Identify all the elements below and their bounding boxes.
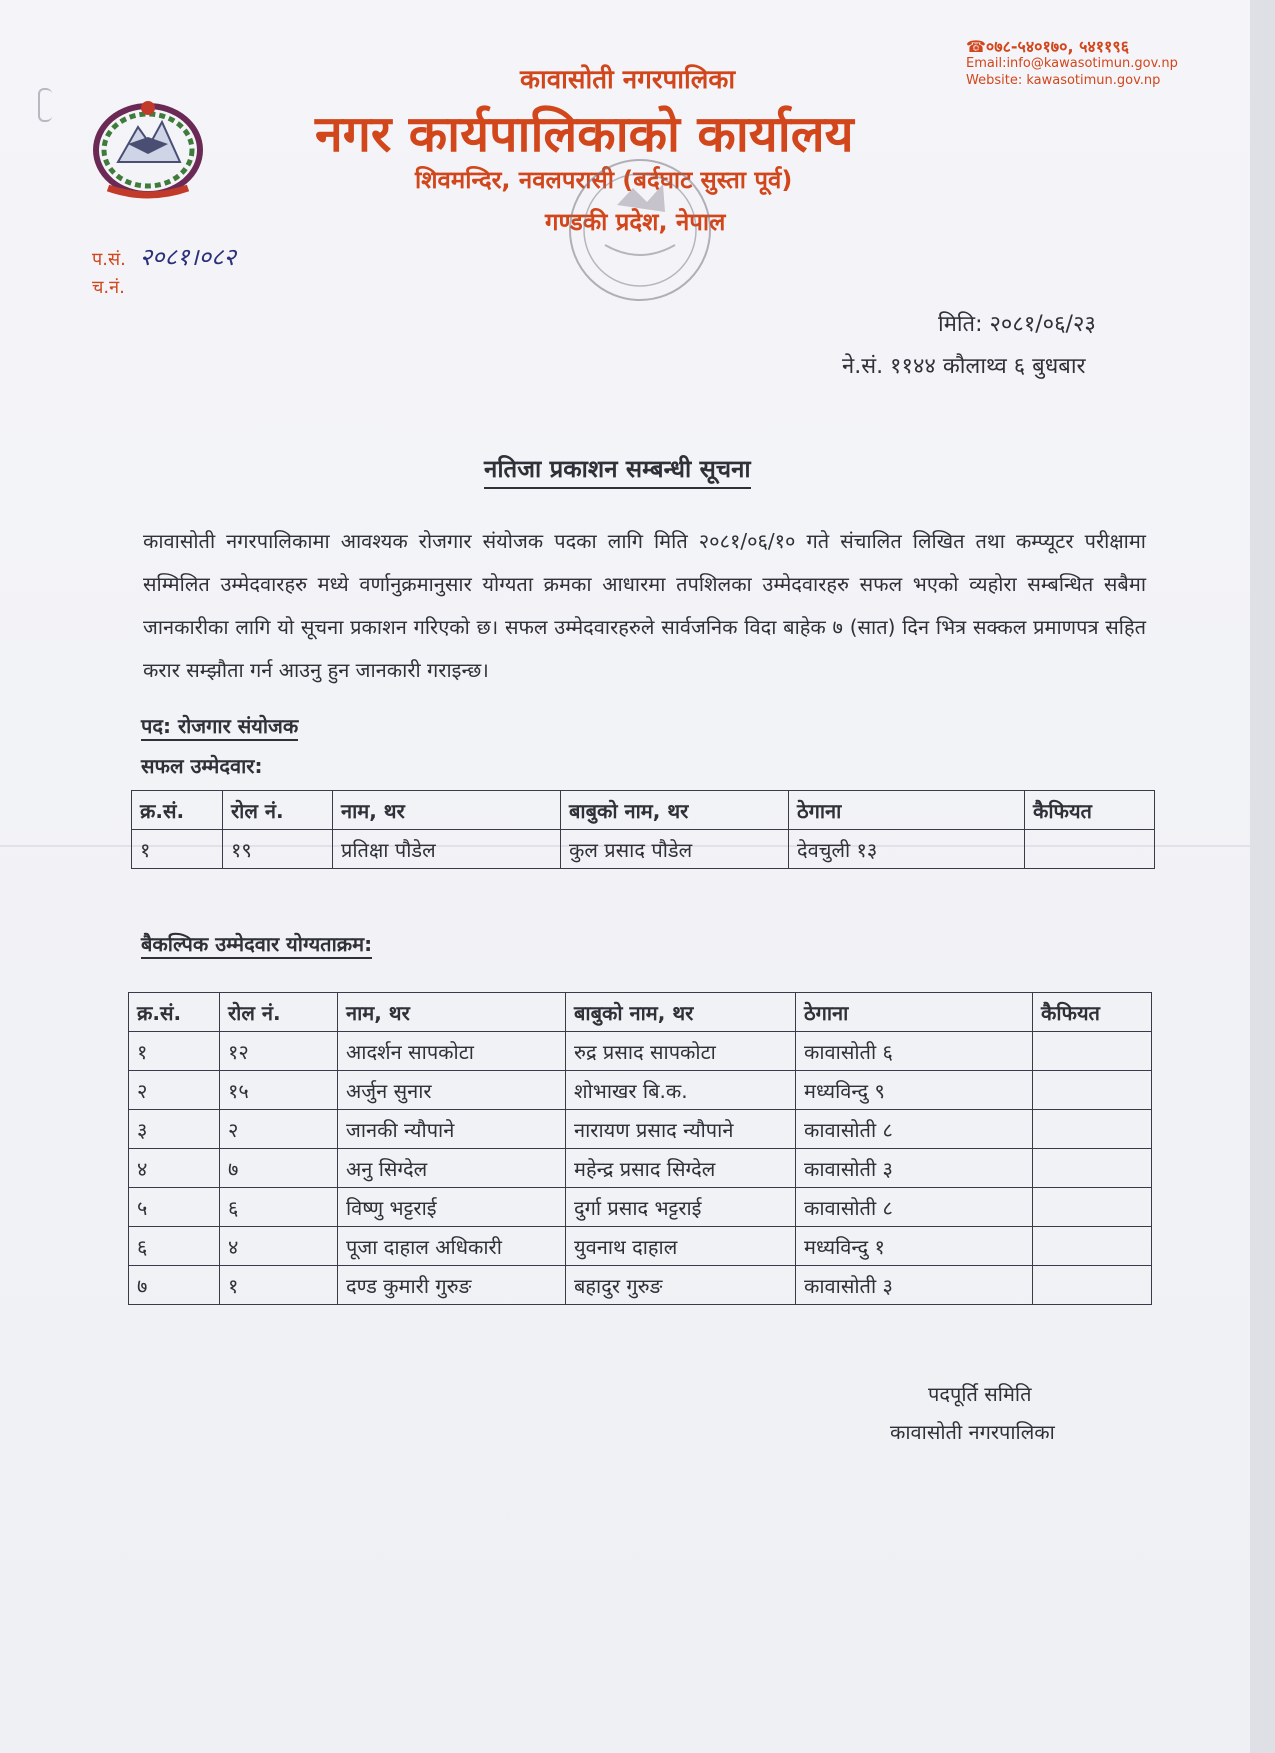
letterhead-province: गण्डकी प्रदेश, नेपाल — [545, 208, 726, 236]
table-cell: ४ — [220, 1227, 338, 1266]
table-cell: ४ — [129, 1149, 220, 1188]
letterhead-office-title: नगर कार्यपालिकाको कार्यालय — [315, 105, 854, 163]
table-row — [129, 1266, 1152, 1305]
table-cell: १ — [129, 1032, 220, 1071]
table-cell: विष्णु भट्टराई — [338, 1188, 566, 1227]
table-cell — [1025, 830, 1155, 869]
post-label: पद: रोजगार संयोजक — [141, 712, 298, 741]
reference-ps-label: प.सं. — [92, 249, 126, 270]
table-row — [129, 1032, 1152, 1071]
notice-title: नतिजा प्रकाशन सम्बन्धी सूचना — [484, 452, 751, 489]
alternate-candidates-table — [128, 992, 1152, 1305]
table-cell: ३ — [129, 1110, 220, 1149]
staple-mark — [38, 88, 52, 122]
table-cell: आदर्शन सापकोटा — [338, 1032, 566, 1071]
table-cell: ७ — [220, 1149, 338, 1188]
table-cell — [1033, 1188, 1152, 1227]
table-cell: ६ — [220, 1188, 338, 1227]
column-header: रोल नं. — [220, 993, 338, 1032]
table-cell: देवचुली १३ — [789, 830, 1025, 869]
table-cell: अर्जुन सुनार — [338, 1071, 566, 1110]
table-cell — [1033, 1071, 1152, 1110]
table-cell: १ — [220, 1266, 338, 1305]
table-cell: १ — [132, 830, 223, 869]
column-header: कैफियत — [1025, 791, 1155, 830]
table-cell: ७ — [129, 1266, 220, 1305]
column-header: नाम, थर — [333, 791, 561, 830]
table-cell — [1033, 1266, 1152, 1305]
letterhead-municipality: कावासोती नगरपालिका — [520, 65, 736, 95]
successful-candidates-label: सफल उम्मेदवार: — [141, 754, 263, 778]
table-cell — [1033, 1227, 1152, 1266]
table-cell: कुल प्रसाद पौडेल — [561, 830, 789, 869]
table-row — [129, 1110, 1152, 1149]
table-row — [129, 1227, 1152, 1266]
table-row — [129, 1071, 1152, 1110]
table-cell: महेन्द्र प्रसाद सिग्देल — [566, 1149, 796, 1188]
contact-phone: ☎०७८-५४०१७०, ५४११९६ — [966, 37, 1130, 56]
column-header: रोल नं. — [223, 791, 333, 830]
table-header-row — [129, 993, 1152, 1032]
table-cell — [1033, 1110, 1152, 1149]
table-cell: कावासोती ३ — [796, 1266, 1033, 1305]
signature-committee: पदपूर्ति समिति — [928, 1382, 1032, 1406]
column-header: बाबुको नाम, थर — [566, 993, 796, 1032]
table-cell: १२ — [220, 1032, 338, 1071]
table-cell: दण्ड कुमारी गुरुङ — [338, 1266, 566, 1305]
reference-ps-handwritten: २०८१।०८२ — [139, 243, 237, 271]
notice-body: कावासोती नगरपालिकामा आवश्यक रोजगार संयोजक पदका लागि मिति २०८१/०६/१० गते संचालित लिखित तथा कम्प्यूटर परीक्षामा सम्मिलित उम्मेदवारहरु मध्ये वर्णानुक्रमानुसार योग्यता क्रमका आधारमा तपशिलका उम्मेदवारहरु सफल भएको व्यहोरा सम्बन्धित सबैमा जानकारीका लागि यो सूचना प्रकाशन गरिएको छ। सफल उम्मेदवारहरुले सार्वजनिक विदा बाहेक ७ (सात) दिन भित्र सक्कल प्रमाणपत्र सहित करार सम्झौता गर्न आउनु हुन जानकारी गराइन्छ। — [143, 529, 1146, 682]
table-cell: अनु सिग्देल — [338, 1149, 566, 1188]
table-header-row — [132, 791, 1155, 830]
date-bs: मिति: २०८१/०६/२३ — [938, 312, 1096, 337]
nepal-emblem-icon — [88, 92, 208, 202]
table-cell: कावासोती ८ — [796, 1188, 1033, 1227]
table-cell: मध्यविन्दु ९ — [796, 1071, 1033, 1110]
table-cell — [1033, 1032, 1152, 1071]
column-header: ठेगाना — [789, 791, 1025, 830]
table-row — [132, 830, 1155, 869]
page-edge — [1250, 0, 1275, 1753]
contact-website: Website: kawasotimun.gov.np — [966, 73, 1161, 88]
table-cell: १५ — [220, 1071, 338, 1110]
table-cell: दुर्गा प्रसाद भट्टराई — [566, 1188, 796, 1227]
table-cell: कावासोती ३ — [796, 1149, 1033, 1188]
table-cell: मध्यविन्दु १ — [796, 1227, 1033, 1266]
column-header: बाबुको नाम, थर — [561, 791, 789, 830]
alternate-candidates-label: बैकल्पिक उम्मेदवार योग्यताक्रम: — [141, 930, 372, 959]
table-cell: शोभाखर बि.क. — [566, 1071, 796, 1110]
column-header: ठेगाना — [796, 993, 1033, 1032]
column-header: नाम, थर — [338, 993, 566, 1032]
table-cell: कावासोती ८ — [796, 1110, 1033, 1149]
table-cell: ५ — [129, 1188, 220, 1227]
signature-municipality: कावासोती नगरपालिका — [890, 1420, 1055, 1444]
table-cell: नारायण प्रसाद न्यौपाने — [566, 1110, 796, 1149]
letterhead-address: शिवमन्दिर, नवलपरासी (बर्दघाट सुस्ता पूर्व) — [415, 166, 793, 194]
table-cell: प्रतिक्षा पौडेल — [333, 830, 561, 869]
table-cell: जानकी न्यौपाने — [338, 1110, 566, 1149]
table-cell: रुद्र प्रसाद सापकोटा — [566, 1032, 796, 1071]
table-cell: २ — [129, 1071, 220, 1110]
reference-cn-label: च.नं. — [92, 277, 125, 298]
reference-ps — [92, 240, 236, 273]
contact-email: Email:info@kawasotimun.gov.np — [966, 56, 1178, 71]
date-nepal-sambat: ने.सं. ११४४ कौलाथ्व ६ बुधबार — [842, 354, 1086, 379]
column-header: क्र.सं. — [132, 791, 223, 830]
table-cell: कावासोती ६ — [796, 1032, 1033, 1071]
column-header: कैफियत — [1033, 993, 1152, 1032]
contact-block — [966, 38, 1178, 89]
table-cell: युवनाथ दाहाल — [566, 1227, 796, 1266]
table-cell: पूजा दाहाल अधिकारी — [338, 1227, 566, 1266]
table-cell: १९ — [223, 830, 333, 869]
successful-candidates-table — [131, 790, 1155, 869]
table-cell: २ — [220, 1110, 338, 1149]
table-cell: बहादुर गुरुङ — [566, 1266, 796, 1305]
column-header: क्र.सं. — [129, 993, 220, 1032]
office-stamp-icon — [555, 150, 725, 310]
table-row — [129, 1188, 1152, 1227]
table-cell: ६ — [129, 1227, 220, 1266]
table-cell — [1033, 1149, 1152, 1188]
table-row — [129, 1149, 1152, 1188]
